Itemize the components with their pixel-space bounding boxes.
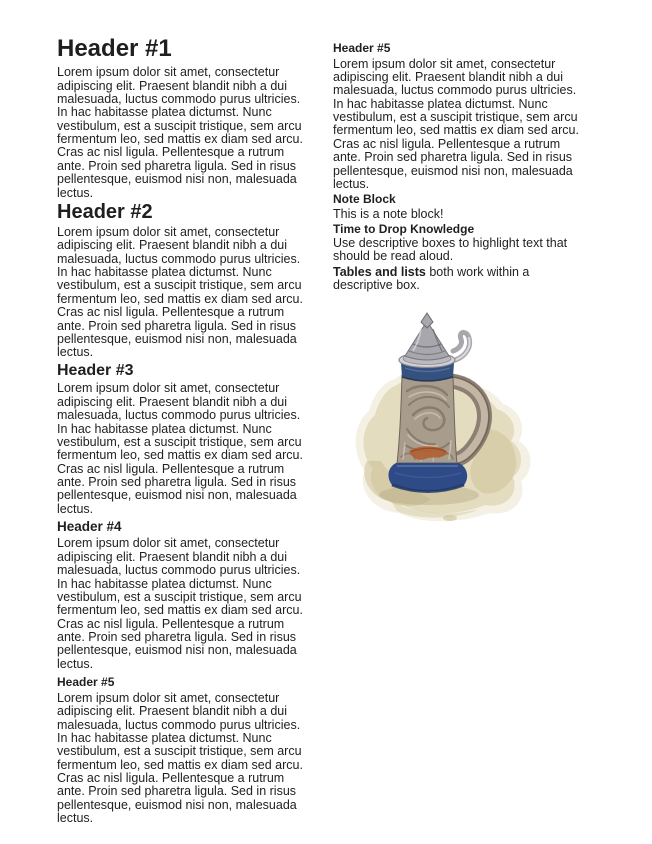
right-column	[333, 36, 586, 529]
beer-stein-illustration	[351, 311, 601, 529]
left-column	[57, 36, 310, 828]
section-header-4	[57, 520, 310, 671]
header-3-title: Header #3	[57, 361, 134, 379]
tables-lists-rest: both work within a descriptive box.	[333, 264, 530, 293]
header-5-right-paragraph: Lorem ipsum dolor sit amet, consectetur adipiscing elit. Praesent blandit nibh a dui malesuada, luctus commodo purus ultricies. In hac habitasse platea dictumst. Nunc vestibulum, est a suscipit tristique, sem arcu fermentum leo, sed mattis ex diam sed arcu. Cras ac nisl ligula. Pellentesque a rutrum ante. Proin sed pharetra ligula. Sed in risus pellentesque, euismod nisi non, malesuada lectus.	[333, 56, 579, 191]
header-1-title: Header #1	[57, 35, 172, 62]
header-4-paragraph: Lorem ipsum dolor sit amet, consectetur adipiscing elit. Praesent blandit nibh a dui malesuada, luctus commodo purus ultricies. In hac habitasse platea dictumst. Nunc vestibulum, est a suscipit tristique, sem arcu fermentum leo, sed mattis ex diam sed arcu. Cras ac nisl ligula. Pellentesque a rutrum ante. Proin sed pharetra ligula. Sed in risus pellentesque, euismod nisi non, malesuada lectus.	[57, 536, 303, 671]
thumb-lever-icon	[451, 332, 470, 361]
lid-finial	[421, 313, 433, 328]
header-5-left-paragraph: Lorem ipsum dolor sit amet, consectetur adipiscing elit. Praesent blandit nibh a dui malesuada, luctus commodo purus ultricies. In hac habitasse platea dictumst. Nunc vestibulum, est a suscipit tristique, sem arcu fermentum leo, sed mattis ex diam sed arcu. Cras ac nisl ligula. Pellentesque a rutrum ante. Proin sed pharetra ligula. Sed in risus pellentesque, euismod nisi non, malesuada lectus.	[57, 690, 303, 826]
section-header-2	[57, 202, 310, 360]
tables-lists-text	[333, 266, 586, 293]
stein-body	[397, 375, 457, 463]
knowledge-text: Use descriptive boxes to highlight text that should be read aloud.	[333, 236, 568, 264]
knowledge-block	[333, 223, 586, 293]
wash-droplet	[443, 515, 457, 521]
bottom-blue-base	[389, 463, 468, 492]
note-block	[333, 193, 586, 221]
header-4-title: Header #4	[57, 519, 122, 535]
header-1-paragraph: Lorem ipsum dolor sit amet, consectetur adipiscing elit. Praesent blandit nibh a dui malesuada, luctus commodo purus ultricies. In hac habitasse platea dictumst. Nunc vestibulum, est a suscipit tristique, sem arcu fermentum leo, sed mattis ex diam sed arcu. Cras ac nisl ligula. Pellentesque a rutrum ante. Proin sed pharetra ligula. Sed in risus pellentesque, euismod nisi non, malesuada lectus.	[57, 65, 303, 200]
section-header-5-left	[57, 676, 310, 825]
header-5-right-title: Header #5	[333, 41, 391, 55]
note-block-heading: Note Block	[333, 192, 396, 207]
section-header-3	[57, 363, 310, 517]
header-2-title: Header #2	[57, 200, 153, 223]
section-header-1	[57, 36, 310, 200]
note-block-text: This is a note block!	[333, 206, 444, 221]
header-5-left-title: Header #5	[57, 675, 115, 690]
header-2-paragraph: Lorem ipsum dolor sit amet, consectetur adipiscing elit. Praesent blandit nibh a dui malesuada, luctus commodo purus ultricies. In hac habitasse platea dictumst. Nunc vestibulum, est a suscipit tristique, sem arcu fermentum leo, sed mattis ex diam sed arcu. Cras ac nisl ligula. Pellentesque a rutrum ante. Proin sed pharetra ligula. Sed in risus pellentesque, euismod nisi non, malesuada lectus.	[57, 224, 303, 360]
section-header-5-right	[333, 42, 586, 191]
knowledge-heading: Time to Drop Knowledge	[333, 221, 475, 236]
header-3-paragraph: Lorem ipsum dolor sit amet, consectetur adipiscing elit. Praesent blandit nibh a dui malesuada, luctus commodo purus ultricies. In hac habitasse platea dictumst. Nunc vestibulum, est a suscipit tristique, sem arcu fermentum leo, sed mattis ex diam sed arcu. Cras ac nisl ligula. Pellentesque a rutrum ante. Proin sed pharetra ligula. Sed in risus pellentesque, euismod nisi non, malesuada lectus.	[57, 381, 303, 516]
tables-lists-bold: Tables and lists	[333, 264, 426, 279]
stein-lid	[399, 313, 455, 368]
